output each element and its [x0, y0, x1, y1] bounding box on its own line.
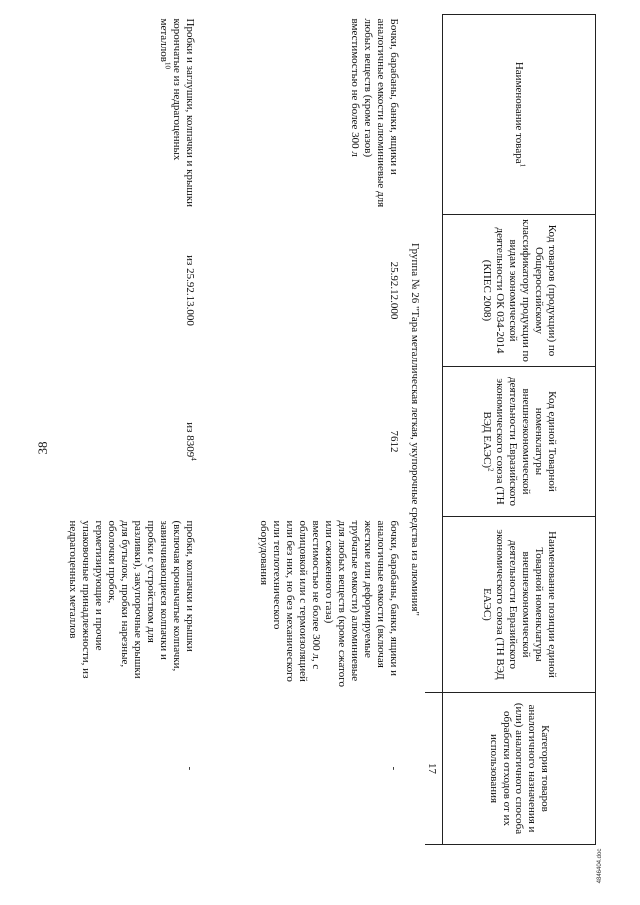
group-title: Группа № 26 "Тара металлическая легкая, укупорочные средства из алюминия"	[409, 243, 422, 616]
tnved-code-cell: из 8309$^4$	[184, 422, 198, 461]
header-product-name: Наименование товара$^1$	[443, 15, 596, 215]
tnved-name-cell: пробки, колпачки и крышки (включая кронычатые колпачки, завинчивающиеся колпачки и пробки с устройством для разливки), закупорочные крышки для бутылок, пробки нарезные, оболочки пробок, герметизирующие и прочие упаковочные принадлежности, из недрагоценных металлов	[67, 520, 197, 679]
page-number: 38	[35, 441, 50, 455]
header-tnved-name: Наименование позиции единой Товарной номенклатуры внешнеэкономической деятельности Евразийского экономического союза (ТН ВЭД ЕАЭС)	[443, 517, 596, 693]
category-cell: -	[184, 766, 197, 771]
table-header	[443, 15, 596, 845]
okpd-code-cell: 25.92.12.000	[388, 261, 401, 320]
header-tnved-code: Код единой Товарной номенклатуры внешнеэкономической деятельности Евразийского экономического союза (ТН ВЭД ЕАЭС)$^2$	[443, 367, 596, 517]
okpd-code-cell: из 25.92.13.000	[184, 255, 197, 326]
group-title-row	[404, 15, 425, 845]
rotated-page-area	[60, 14, 596, 844]
category-cell: -	[388, 766, 401, 771]
product-name-cell: Пробки и заглушки, колпачки и крышки корончатые из недрагоценных металлов$^{10}$	[158, 18, 197, 208]
table-container	[60, 14, 596, 844]
tnved-name-cell: бочки, барабаны, банки, ящики и аналогичные емкости (включая жесткие или деформируемые трубчатые емкости) алюминиевые для любых веществ (кроме сжатого или сжиженного газа) вместимостью не более 300 л, с облицовкой или с термоизоляцией или без них, но без механического или теплотехнического оборудования	[258, 520, 401, 687]
column-number-category: 17	[425, 693, 442, 845]
table-row	[200, 15, 404, 845]
product-name-cell: Бочки, барабаны, банки, ящики и аналогичные емкости алюминиевые для любых веществ (кроме газов) вместимостью не более 300 л	[349, 18, 401, 208]
column-number-row	[425, 15, 442, 845]
products-table	[62, 14, 596, 845]
document-file-code: 4846404.doc	[597, 848, 603, 884]
header-okpd-code: Код товаров (продукции) по Общероссийскому классификатору продукции по видам экономической деятельности ОК 034-2014 (КПЕС 2008)	[443, 215, 596, 367]
header-category: Категория товаров аналогичного назначения и (или) аналогичного способа обработки отходов от их использования	[443, 693, 596, 845]
tnved-code-cell: 7612	[388, 430, 401, 453]
table-row	[62, 15, 200, 845]
header-row	[443, 15, 596, 845]
